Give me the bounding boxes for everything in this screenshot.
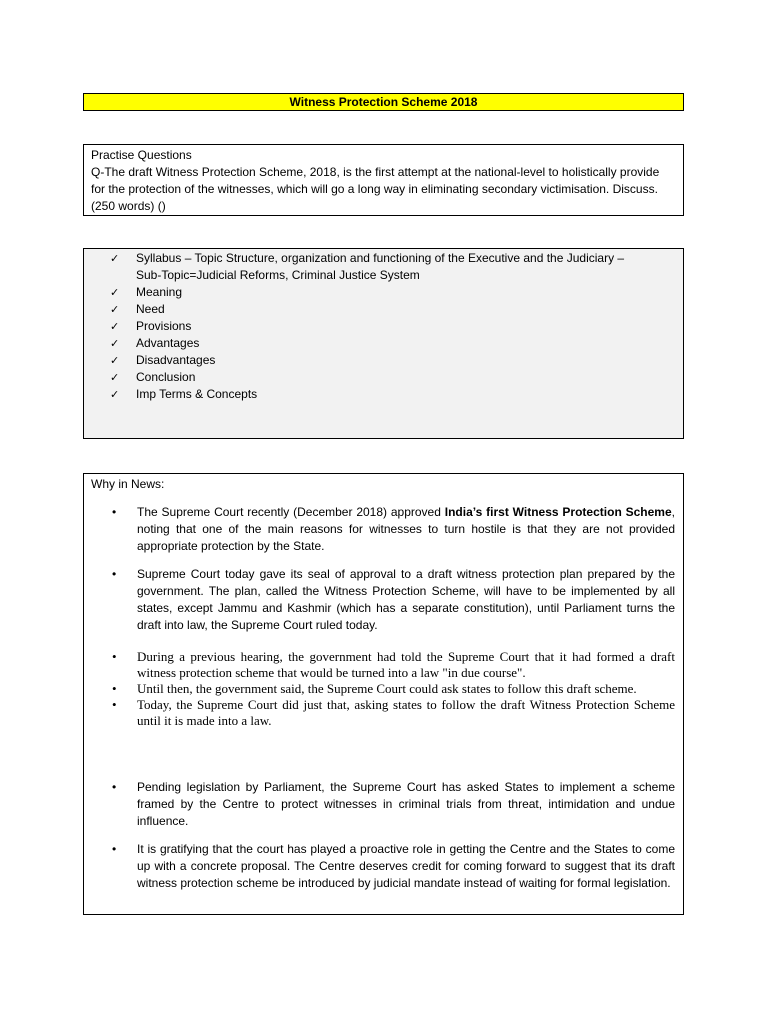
list-item-label: Need — [136, 302, 165, 316]
checkmark-icon: ✓ — [110, 371, 120, 384]
checkmark-icon: ✓ — [110, 354, 120, 367]
news-text: The Supreme Court recently (December 2018) approved — [137, 505, 445, 519]
bullet-icon: • — [112, 649, 117, 664]
checkmark-icon: ✓ — [110, 388, 120, 401]
practise-question: Q-The draft Witness Protection Scheme, 2018, is the first attempt at the national-level to holistically provide for the protection of the witnesses, which will go a long way in eliminating secondary victimisation. Discuss. (250 words) () — [91, 165, 660, 213]
syllabus-box — [83, 248, 684, 439]
list-item-label: Provisions — [136, 319, 192, 333]
news-text: It is gratifying that the court has played a proactive role in getting the Centre and the States to come up with a concrete proposal. The Centre deserves credit for coming forward to suggest that its draft witness protection scheme be introduced by judicial mandate instead of waiting for formal legislation. — [137, 842, 675, 890]
news-text: Pending legislation by Parliament, the Supreme Court has asked States to implement a scheme framed by the Centre to protect witnesses in criminal trials from threat, intimidation and undue influence. — [137, 780, 675, 828]
list-item — [110, 301, 675, 318]
news-text: During a previous hearing, the government had told the Supreme Court that it had formed a draft witness protection scheme that would be turned into a law "in due course". — [137, 649, 675, 680]
list-item-label: Meaning — [136, 285, 183, 299]
news-text: , noting that one of the main reasons for witnesses to turn hostile is that they are not provided appropriate protection by the State. — [137, 505, 675, 553]
bullet-icon: • — [112, 505, 117, 519]
why-in-news-box — [83, 473, 684, 915]
checkmark-icon: ✓ — [110, 286, 120, 299]
page-title: Witness Protection Scheme 2018 — [289, 95, 478, 109]
list-item-label: Conclusion — [136, 370, 196, 384]
syllabus-subtopic: Sub-Topic=Judicial Reforms, Criminal Justice System — [136, 268, 420, 282]
news-list — [106, 504, 675, 892]
practise-heading: Practise Questions — [91, 148, 192, 162]
news-point — [106, 697, 675, 729]
list-item-label: Imp Terms & Concepts — [136, 387, 258, 401]
news-text: Today, the Supreme Court did just that, asking states to follow the draft Witness Protection Scheme until it is made into a law. — [137, 697, 675, 728]
news-text: Supreme Court today gave its seal of approval to a draft witness protection plan prepared by the government. The plan, called the Witness Protection Scheme, will have to be implemented by all states, except Jammu and Kashmir (which has a separate constitution), until Parliament turns the draft into law, the Supreme Court ruled today. — [137, 567, 675, 632]
list-item — [110, 386, 675, 403]
bullet-icon: • — [112, 681, 117, 696]
bullet-icon: • — [112, 780, 117, 794]
news-text: Until then, the government said, the Supreme Court could ask states to follow this draft scheme. — [137, 681, 637, 696]
news-point — [106, 504, 675, 555]
syllabus-line — [110, 250, 675, 284]
list-item — [110, 335, 675, 352]
checkmark-icon: ✓ — [110, 303, 120, 316]
news-point — [106, 649, 675, 681]
bullet-icon: • — [112, 842, 117, 856]
news-point — [106, 566, 675, 634]
checkmark-icon: ✓ — [110, 252, 120, 265]
title-banner — [83, 93, 684, 111]
news-point — [106, 841, 675, 892]
checkmark-icon: ✓ — [110, 320, 120, 333]
list-item — [110, 318, 675, 335]
list-item-label: Advantages — [136, 336, 200, 350]
news-heading: Why in News: — [91, 477, 165, 491]
list-item-label: Disadvantages — [136, 353, 216, 367]
bullet-icon: • — [112, 697, 117, 712]
syllabus-list — [110, 249, 675, 403]
practise-questions-box — [83, 144, 684, 216]
checkmark-icon: ✓ — [110, 337, 120, 350]
news-point — [106, 779, 675, 830]
list-item — [110, 352, 675, 369]
news-point — [106, 681, 675, 697]
bullet-icon: • — [112, 567, 117, 581]
syllabus-topic: Syllabus – Topic Structure, organization and functioning of the Executive and the Judiciary – — [136, 251, 625, 265]
list-item — [110, 284, 675, 301]
news-text-bold: India’s first Witness Protection Scheme — [444, 505, 672, 519]
list-item — [110, 369, 675, 386]
